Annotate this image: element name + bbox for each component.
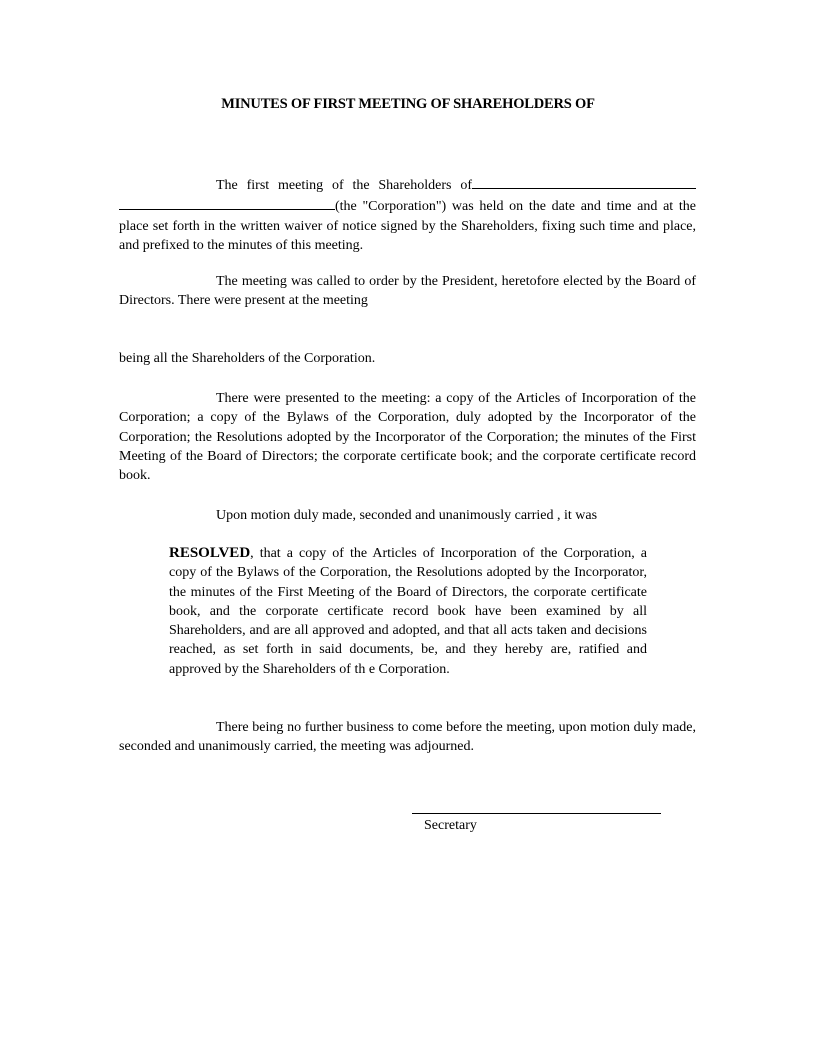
paragraph-first-meeting-start: The first meeting of the Shareholders of [216,178,472,193]
secretary-label: Secretary [424,818,477,833]
paragraph-first-meeting-rest: (the "Corporation") was held on the date and time and at the place set forth in the written waiver of notice signed by the Shareholders, fixing such time and place, and prefixed to the minutes of this meeting. [119,199,696,253]
paragraph-motion: Upon motion duly made, seconded and unanimously carried , it was [216,508,598,523]
resolution-text: , that a copy of the Articles of Incorporation of the Corporation, a copy of the Bylaws of the Corporation, the Resolutions adopted by the Incorporator, the minutes of the First Meeting of the Board of Directors, the corporate certificate book, and the corporate certificate record book have been examined by all Shareholders, and are all approved and adopted, and that all acts taken and decisions reached, as set forth in said documents, be, and they hereby are, ratified and approved by the Shareholders of th e Corporation. [169,546,647,677]
paragraph-shareholders-present: being all the Shareholders of the Corporation. [119,351,376,366]
resolved-heading: RESOLVED [169,545,251,561]
paragraph-first-meeting [119,174,696,255]
signature-line [412,813,661,814]
corporation-name-blank-2 [119,195,335,210]
paragraph-adjournment: There being no further business to come before the meeting, upon motion duly made, seconded and unanimously carried, the meeting was adjourned. [119,720,696,755]
document-title: MINUTES OF FIRST MEETING OF SHAREHOLDERS OF [221,96,595,112]
resolution-block [169,544,647,679]
paragraph-called-to-order: The meeting was called to order by the President, heretofore elected by the Board of Directors. There were present at the meeting [119,274,696,309]
corporation-name-blank-1 [472,174,696,189]
paragraph-documents-presented: There were presented to the meeting: a copy of the Articles of Incorporation of the Corporation; a copy of the Bylaws of the Corporation, duly adopted by the Incorporator of the Corporation; the Resolutions adopted by the Incorporator of the Corporation; the minutes of the First Meeting of the Board of Directors; the corporate certificate book; and the corporate certificate record book. [119,391,696,484]
